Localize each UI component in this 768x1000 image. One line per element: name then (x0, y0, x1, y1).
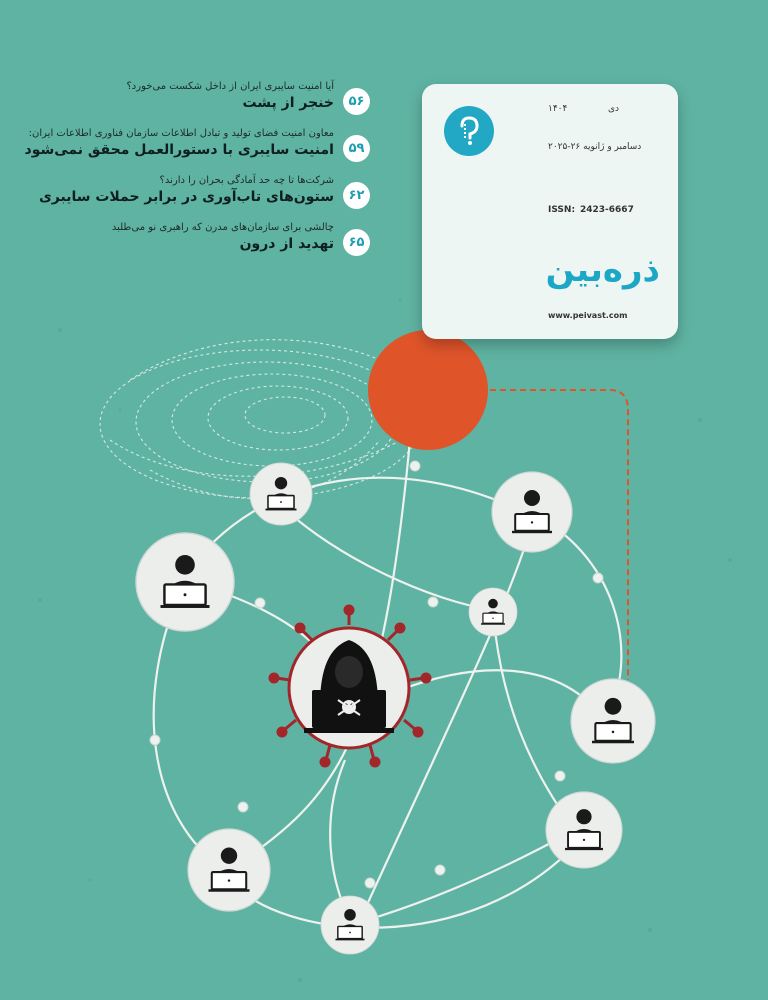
toc-item[interactable] (24, 127, 370, 174)
toc-title: امنیت سایبری با دستورالعمل محقق نمی‌شود (24, 142, 334, 158)
user-node (250, 463, 312, 525)
toc-subtitle: آیا امنیت سایبری ایران از داخل شکست می‌خورد؟ (126, 81, 334, 92)
user-node (188, 829, 270, 911)
toc-item[interactable] (30, 174, 370, 221)
magazine-brand: ذره‌بین (545, 250, 660, 290)
page-number-badge: ۵۶ (343, 88, 370, 115)
page-number-badge: ۵۹ (343, 135, 370, 162)
user-node (571, 679, 655, 763)
toc-title: خنجر از پشت (242, 95, 334, 111)
issue-month: دی (608, 104, 620, 114)
toc-title: تهدید از درون (239, 236, 334, 252)
user-node (492, 472, 572, 552)
toc-item[interactable] (30, 221, 370, 268)
user-node (136, 533, 234, 631)
toc-subtitle: معاون امنیت فضای تولید و تبادل اطلاعات سازمان فناوری اطلاعات ایران: (28, 128, 334, 139)
attack-node (368, 330, 488, 450)
page-number-badge: ۶۵ (343, 229, 370, 256)
toc-item[interactable] (30, 80, 370, 127)
page-number-badge: ۶۲ (343, 182, 370, 209)
toc-title: ستون‌های تاب‌آوری در برابر حملات سایبری (38, 189, 334, 205)
user-node (321, 896, 379, 954)
table-of-contents (24, 80, 370, 268)
toc-subtitle: شرکت‌ها تا چه حد آمادگی بحران را دارند؟ (159, 175, 334, 186)
hacker-node (270, 606, 430, 766)
user-node (469, 588, 517, 636)
website-link[interactable]: www.peivast.com (548, 311, 628, 320)
issn-label: ISSN: (548, 205, 576, 215)
issn-value: 2423-6667 (580, 205, 634, 215)
toc-subtitle: چالشی برای سازمان‌های مدرن که راهبری نو می‌طلبد (111, 222, 334, 233)
magazine-info-card (422, 84, 678, 339)
issue-year: ۱۴۰۴ (548, 104, 568, 114)
peivast-logo-icon (444, 106, 494, 156)
user-node (546, 792, 622, 868)
issue-date-gregorian: دسامبر و ژانویه ۲۶-۲۰۲۵ (548, 142, 642, 152)
